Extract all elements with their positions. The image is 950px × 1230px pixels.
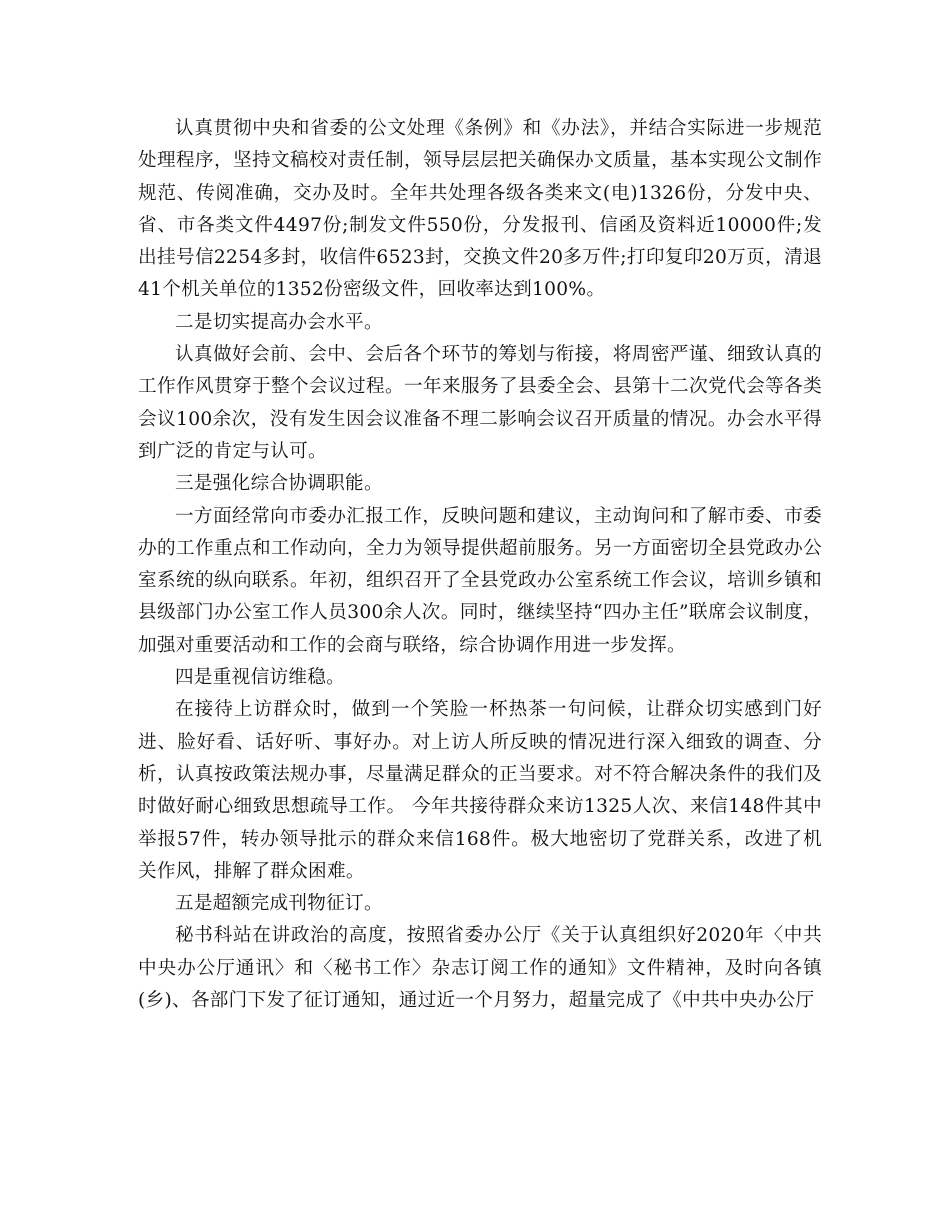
paragraph-subscriptions: 秘书科站在讲政治的高度，按照省委办公厅《关于认真组织好2020年〈中共中央办公厅通讯〉和〈秘书工作〉杂志订阅工作的通知》文件精神，及时向各镇(乡)、各部门下发了征订通知，通过近一个月努力，超量完成了《中共中央办公厅 bbox=[138, 925, 822, 1012]
heading-meeting-service: 二是切实提高办会水平。 bbox=[175, 311, 383, 333]
paragraph-coordination: 一方面经常向市委办汇报工作，反映问题和建议，主动询问和了解市委、市委办的工作重点和工作动向，全力为领导提供超前服务。另一方面密切全县党政办公室系统的纵向联系。年初，组织召开了全县党政办公室系统工作会议，培训乡镇和县级部门办公室工作人员300余人次。同时，继续坚持“四办主任”联席会议制度，加强对重要活动和工作的会商与联络，综合协调作用进一步发挥。 bbox=[138, 505, 822, 656]
heading-coordination: 三是强化综合协调职能。 bbox=[175, 473, 383, 495]
paragraph-document-processing: 认真贯彻中央和省委的公文处理《条例》和《办法》，并结合实际进一步规范处理程序，坚持文稿校对责任制，领导层层把关确保办文质量，基本实现公文制作规范、传阅准确，交办及时。全年共处理各级各类来文(电)1326份，分发中央、省、市各类文件4497份;制发文件550份，分发报刊、信函及资料近10000件;发出挂号信2254多封，收信件6523封，交换文件20多万件;打印复印20万页，清退41个机关单位的1352份密级文件，回收率达到100%。 bbox=[138, 118, 822, 301]
document-body bbox=[138, 113, 822, 1017]
paragraph-petitions: 在接待上访群众时，做到一个笑脸一杯热茶一句问候，让群众切实感到门好进、脸好看、话好听、事好办。对上访人所反映的情况进行深入细致的调查、分析，认真按政策法规办事，尽量满足群众的正当要求。对不符合解决条件的我们及时做好耐心细致思想疏导工作。 今年共接待群众来访1325人次、来信148件其中举报57件，转办领导批示的群众来信168件。极大地密切了党群关系，改进了机关作风，排解了群众困难。 bbox=[138, 699, 822, 882]
paragraph-meeting-service: 认真做好会前、会中、会后各个环节的筹划与衔接，将周密严谨、细致认真的工作作风贯穿于整个会议过程。一年来服务了县委全会、县第十二次党代会等各类会议100余次，没有发生因会议准备不理二影响会议召开质量的情况。办会水平得到广泛的肯定与认可。 bbox=[138, 344, 822, 462]
heading-petitions: 四是重视信访维稳。 bbox=[175, 667, 346, 689]
heading-subscriptions: 五是超额完成刊物征订。 bbox=[175, 893, 383, 915]
